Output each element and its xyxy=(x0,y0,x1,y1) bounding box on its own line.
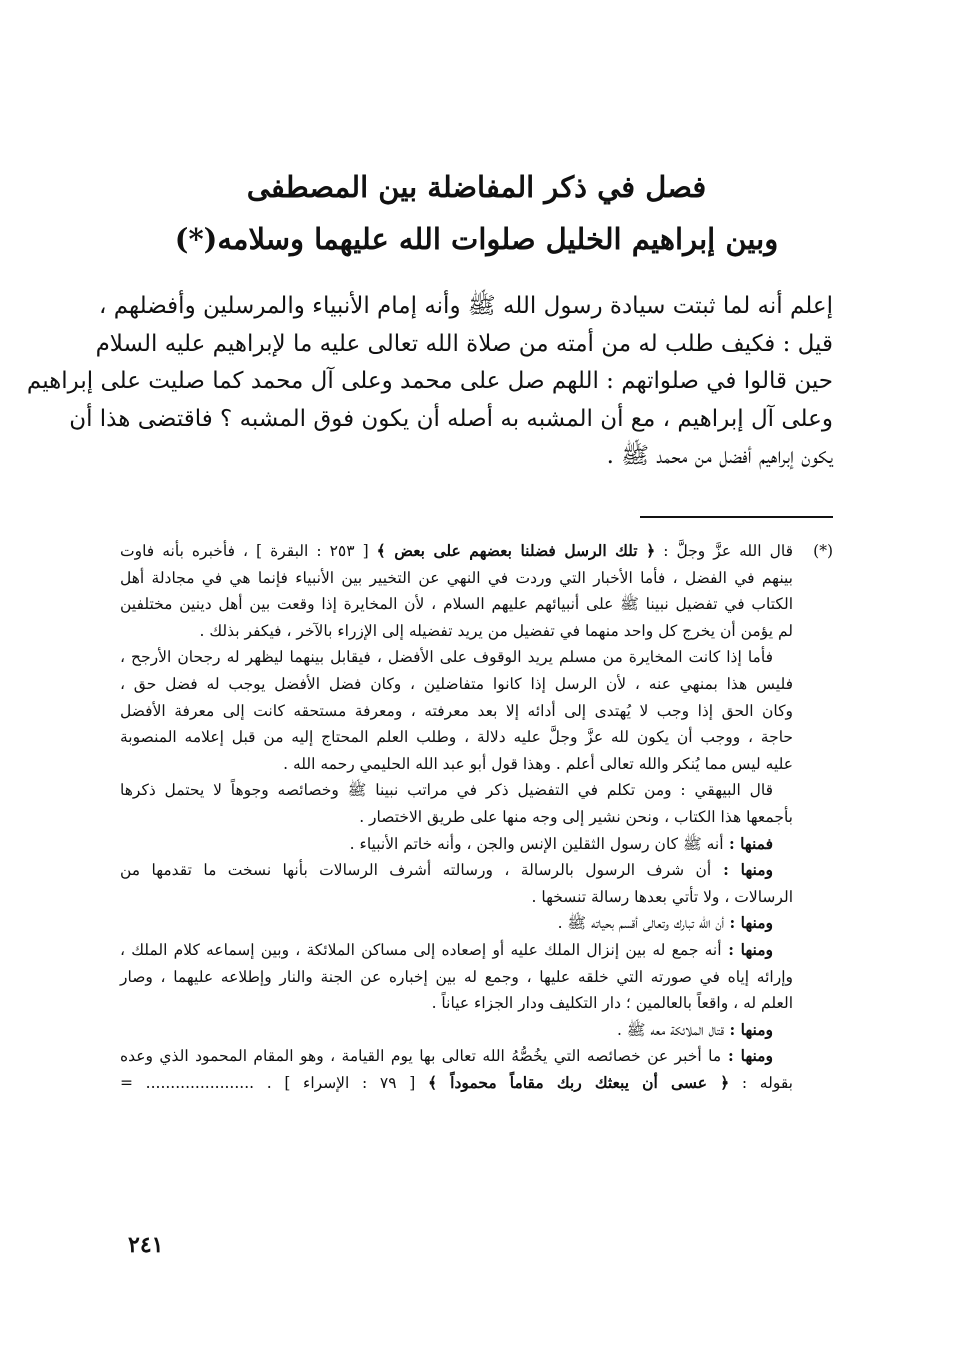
body-line: إعلم أنه لما ثبتت سيادة رسول الله ﷺ وأنه إمام الأنبياء والمرسلين وأفضلهم ، xyxy=(98,293,833,319)
footnote-line: قال البيهقي : ومن تكلم في التفضيل ذكر في مراتب نبينا ﷺ وخصائصه وجوهاً لا يحتمل ذكرها xyxy=(120,781,773,800)
footnote-line: الكتاب في تفضيل نبينا ﷺ على أنبيائهم عليهم السلام ، لأن المخايرة إذا وقعت بين أهل دينين مختلفين xyxy=(120,595,793,614)
footnote-line xyxy=(120,1017,793,1044)
footnote-line: فليس هذا بمنهي عنه ، لأن الرسل إذا كانوا متفاضلين ، وكان فضل الأفضل يوجب له فضل حق ، xyxy=(120,674,793,693)
footnote-line: وإرائه إياه في صورته التي خلقه عليها ، وجمع له بين إخباره عن الجنة والنار وإطلاعه عليهما ، وصار xyxy=(120,967,793,986)
footnote-line: عليه ليس مما يُنكر والله تعالى أعلم . وهذا قول أبو عبد الله الحليمي رحمه الله . xyxy=(283,754,793,773)
footnote-label: ومنها : xyxy=(721,1046,773,1066)
footnote-label: ومنها : xyxy=(721,939,773,959)
footnote-text: أنه جمع له بين إنزال الملك عليه أو إصعاده إلى مساكن الملائكة ، وبين إسماعه كلام الملك ، xyxy=(120,940,722,959)
footnote-line: بينهم في الفضل ، فأما الأخبار التي وردت في النهي عن التخيير بين الأنبياء فإنما هي في مجادلة أهل xyxy=(120,568,793,587)
footnote-line xyxy=(120,857,793,884)
footnote-label: ومنها : xyxy=(724,913,773,933)
footnote xyxy=(120,538,833,1096)
footnote-text: ما أخبر عن خصائصه التي يخُصُّهُ الله تعالى بها يوم القيامة ، وهو المقام المحمود الذي وعده xyxy=(120,1047,722,1066)
footnote-line: فأما إذا كانت المخايرة من مسلم يريد الوقوف على الأفضل ، فيقابل بينهما ليظهر له رجحان الأرجح ، xyxy=(120,648,773,667)
footnote-label: ومنها : xyxy=(724,1019,773,1039)
footnote-text: أنه ﷺ كان رسول الثقلين الإنس والجن ، وأنه خاتم الأنبياء . xyxy=(349,834,724,853)
footnote-line: وكان الحق إذا وجب لا يُهتدى إلى أدائه إلا بعد معرفته ، ومعرفة مستحقه كانت إلى معرفة الأفضل xyxy=(120,701,793,720)
footnote-text: [ ٢٥٣ : البقرة ] ، فأخبره بأنه فاوت xyxy=(120,542,377,560)
footnote-marker: (*) xyxy=(813,542,833,560)
footnote-line: بأجمعها هذا الكتاب ، ونحن نشير إلى وجه منها على طريق الاختصار . xyxy=(359,807,793,826)
footnote-text: أن شرف الرسول بالرسالة ، ورسالته أشرف الرسالات بأنها نسخت ما تقدمها من xyxy=(120,861,712,880)
footnote-line xyxy=(120,1070,793,1097)
footnote-text: قتال الملائكة معه ﷺ . xyxy=(616,1020,725,1039)
footnote-line xyxy=(120,937,793,964)
chapter-title-line-2: وبين إبراهيم الخليل صلوات الله عليهما وسلامه(*) xyxy=(174,222,779,256)
footnote-line xyxy=(120,831,793,858)
footnote-line: حاجة ، ووجب أن يكون لله عزَّ وجلَّ عليه دلالة ، وطلب العلم المحتاج إليه من قبل إعلامه المنصوبة xyxy=(120,728,793,747)
footnote-line: لم يؤمن أن يخرج كل واحد منهما في تفضيل من يريد تفضيله إلى الإزراء بالآخر ، فيكفر بذلك . xyxy=(199,621,793,640)
chapter-title-line-1: فصل في ذكر المفاضلة بين المصطفى xyxy=(246,170,707,204)
body-line: يكون إبراهيم أفضل من محمد ﷺ . xyxy=(606,443,833,469)
footnote-separator xyxy=(640,516,833,518)
footnote-line: الرسالات ، ولا تأتي بعدها رسالة تنسخها . xyxy=(531,887,793,906)
footnote-text: قال الله عزَّ وجلَّ : xyxy=(655,542,793,560)
footnote-line: العلم له ، واقعاً بالعالمين ؛ دار التكليف ودار الجزاء عياناً . xyxy=(431,994,793,1013)
footnote-text: [ ٧٩ : الإسراء ] . ...................... = xyxy=(120,1073,428,1092)
body-line: حين قالوا في صلواتهم : اللهم صل على محمد وعلى آل محمد كما صليت على إبراهيم xyxy=(26,368,833,394)
footnote-label: فمنها : xyxy=(723,833,773,853)
body-line: قيل : فكيف طلب له من أمته من صلاة الله تعالى عليه ما لإبراهيم عليه السلام xyxy=(95,330,833,357)
footnote-label: ومنها : xyxy=(711,860,773,880)
footnote-text: أن الله تبارك وتعالى أقسم بحياته ﷺ . xyxy=(557,914,725,933)
body-line: وعلى آل إبراهيم ، مع أن المشبه به أصله أن يكون فوق المشبه ؟ فاقتضى هذا أن xyxy=(69,405,833,432)
main-text xyxy=(26,288,833,476)
page-number: ٢٤١ xyxy=(128,1232,164,1258)
footnote-text: بقوله : xyxy=(729,1073,793,1092)
footnote-line xyxy=(120,910,793,937)
footnote-line xyxy=(120,538,833,565)
quran-verse: ﴿ تلك الرسل فضلنا بعضهم على بعض ﴾ xyxy=(376,541,656,560)
footnote-line xyxy=(120,1043,793,1070)
quran-verse: ﴿ عسى أن يبعثك ربك مقاماً محموداً ﴾ xyxy=(427,1072,730,1092)
